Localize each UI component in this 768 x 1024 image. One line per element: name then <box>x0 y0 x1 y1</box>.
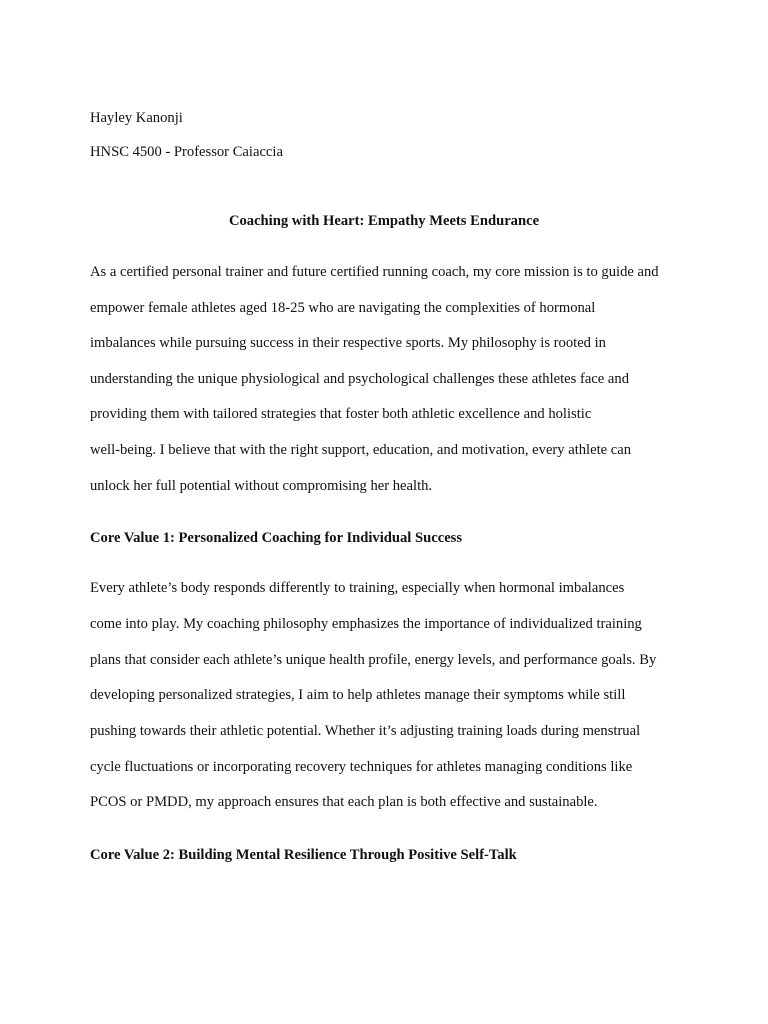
author-name: Hayley Kanonji <box>90 110 183 126</box>
course-info: HNSC 4500 - Professor Caiaccia <box>90 144 283 160</box>
paragraph-line: well-being. I believe that with the right support, education, and motivation, every athlete can <box>90 442 632 458</box>
paragraph-line: unlock her full potential without compromising her health. <box>90 478 433 494</box>
paragraph-line: empower female athletes aged 18-25 who are navigating the complexities of hormonal <box>90 300 596 316</box>
core-value-1-heading: Core Value 1: Personalized Coaching for Individual Success <box>90 530 463 546</box>
paragraph-line: pushing towards their athletic potential. Whether it’s adjusting training loads during menstrual <box>90 723 641 739</box>
paragraph-line: As a certified personal trainer and future certified running coach, my core mission is to guide and <box>90 264 659 280</box>
paragraph-line: imbalances while pursuing success in their respective sports. My philosophy is rooted in <box>90 335 606 351</box>
essay-title: Coaching with Heart: Empathy Meets Endurance <box>228 213 540 229</box>
paragraph-line: developing personalized strategies, I aim to help athletes manage their symptoms while still <box>90 687 626 703</box>
paragraph-line: plans that consider each athlete’s unique health profile, energy levels, and performance goals. By <box>90 652 657 668</box>
paragraph-line: providing them with tailored strategies that foster both athletic excellence and holistic <box>90 406 592 422</box>
core-value-2-heading: Core Value 2: Building Mental Resilience Through Positive Self-Talk <box>90 847 517 863</box>
paragraph-line: PCOS or PMDD, my approach ensures that each plan is both effective and sustainable. <box>90 794 598 810</box>
paragraph-line: Every athlete’s body responds differently to training, especially when hormonal imbalances <box>90 580 625 596</box>
paragraph-line: cycle fluctuations or incorporating recovery techniques for athletes managing conditions like <box>90 759 633 775</box>
paragraph-line: come into play. My coaching philosophy emphasizes the importance of individualized training <box>90 616 642 632</box>
paragraph-line: understanding the unique physiological and psychological challenges these athletes face and <box>90 371 629 387</box>
